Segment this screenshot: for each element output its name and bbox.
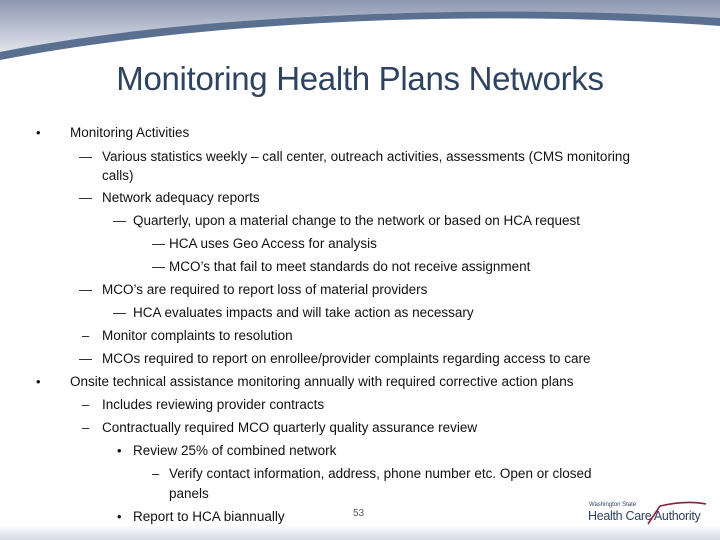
bullet-marker: – bbox=[82, 328, 90, 343]
bullet-text: Quarterly, upon a material change to the network or based on HCA request bbox=[133, 213, 581, 228]
bullet-text: Monitor complaints to resolution bbox=[102, 328, 293, 343]
bullet-marker: • bbox=[36, 125, 41, 140]
bullet-text: calls) bbox=[102, 168, 134, 183]
bullet-marker: — bbox=[79, 190, 92, 205]
bullet-text: Onsite technical assistance monitoring annually with required corrective action plans bbox=[70, 374, 574, 389]
bullet-text: Review 25% of combined network bbox=[133, 443, 337, 458]
bullet-text: Contractually required MCO quarterly quality assurance review bbox=[102, 420, 478, 435]
slide-title: Monitoring Health Plans Networks bbox=[116, 60, 604, 97]
bullet-text: Monitoring Activities bbox=[70, 125, 190, 140]
bullet-text: Network adequacy reports bbox=[102, 190, 260, 205]
bullet-marker: • bbox=[36, 374, 41, 389]
logo-name: Health Care Authority bbox=[588, 509, 701, 523]
bullet-text: Verify contact information, address, phone number etc. Open or closed bbox=[169, 466, 592, 481]
bullet-marker: — bbox=[79, 149, 92, 164]
bullet-text: HCA evaluates impacts and will take action as necessary bbox=[133, 305, 474, 320]
bullet-text: Various statistics weekly – call center, outreach activities, assessments (CMS monitoring bbox=[102, 149, 630, 164]
bullet-marker: — bbox=[152, 259, 165, 274]
bullet-marker: – bbox=[82, 397, 90, 412]
bullet-text: HCA uses Geo Access for analysis bbox=[169, 236, 377, 251]
logo-subtitle: Washington State bbox=[589, 502, 637, 508]
bullet-marker: — bbox=[79, 282, 92, 297]
bullet-marker: – bbox=[82, 420, 90, 435]
bullet-text: Report to HCA biannually bbox=[133, 509, 285, 524]
bullet-marker: — bbox=[113, 305, 126, 320]
bullet-text: MCOs required to report on enrollee/provider complaints regarding access to care bbox=[102, 351, 591, 366]
bullet-marker: • bbox=[117, 443, 122, 458]
hca-logo bbox=[586, 500, 706, 528]
bullet-marker: — bbox=[79, 351, 92, 366]
logo-swoosh-icon bbox=[646, 500, 708, 526]
bullet-marker: — bbox=[152, 236, 165, 251]
bullet-marker: • bbox=[117, 509, 122, 524]
bullet-text: MCO’s are required to report loss of material providers bbox=[102, 282, 428, 297]
bullet-text: Includes reviewing provider contracts bbox=[102, 397, 325, 412]
bullet-text: panels bbox=[169, 486, 209, 501]
bullet-text: MCO’s that fail to meet standards do not receive assignment bbox=[169, 259, 531, 274]
bullet-marker: – bbox=[152, 466, 160, 481]
page-number: 53 bbox=[353, 508, 365, 519]
bullet-marker: — bbox=[113, 213, 126, 228]
